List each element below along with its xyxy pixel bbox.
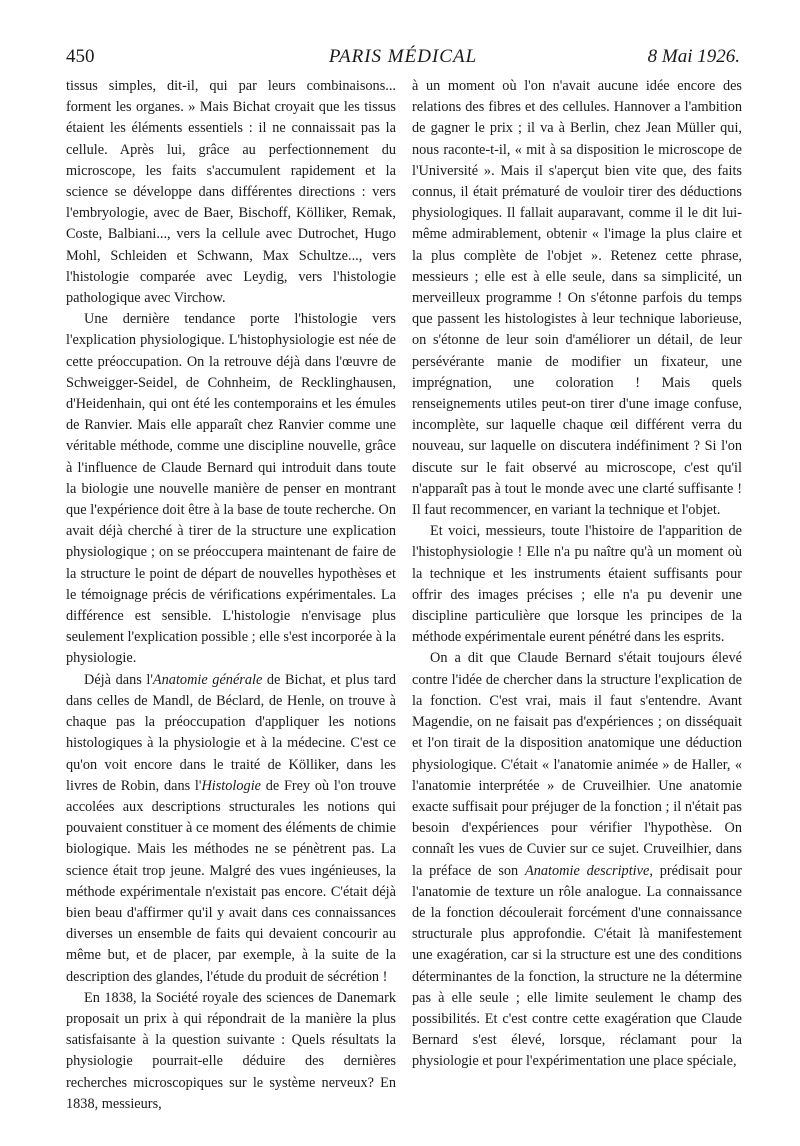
journal-title: PARIS MÉDICAL	[328, 46, 478, 67]
right-column	[412, 76, 742, 1073]
text-run: Et voici, messieurs, toute l'histoire de l'apparition de l'histophysiologie ! Elle n'a pu naître qu'à un moment où la technique et les instruments étaient suffisants pour offrir des images précises ; elle n'a pu devenir une discipline particulière que lorsque les principes de la méthode expérimentale eurent pénétré dans les esprits.	[412, 523, 742, 646]
paragraph	[66, 988, 396, 1115]
text-run: de Frey où l'on trouve accolées aux descriptions structurales les notions qui pouvaient constituer à ce moment des éléments de chimie biologique. Mais les méthodes ne se pénètrent pas. La science était trop jeune. Malgré des vues ingénieuses, la méthode expérimentale n'existait pas encore. C'était déjà bien beau d'affirmer qu'il y avait dans ces connaissances diverses un ensemble de faits qui devaient concourir au même but, et de placer, par exemple, à la suite de la description des glandes, l'étude du produit de sécrétion !	[66, 777, 396, 985]
paragraph	[66, 309, 396, 669]
paragraph	[412, 76, 742, 521]
italic-title: Anatomie générale	[152, 671, 263, 688]
text-run: de Bichat, et plus tard dans celles de Mandl, de Béclard, de Henle, on trouve à chaque pas la préoccupation d'appliquer les notions histologiques à la physiologie et à la médecine. C'est ce qu'on voit encore dans le traité de Kölliker, dans les livres de Robin, dans l'	[66, 671, 397, 794]
text-run: En 1838, la Société royale des sciences de Danemark proposait un prix à qui répondrait de la manière la plus satisfaisante à la question suivante : Quels résultats la physiologie pourrait-elle déduire des dernières recherches microscopiques sur le système nerveux? En 1838, messieurs,	[66, 989, 396, 1112]
text-run: , prédisait pour l'anatomie de texture un rôle analogue. La connaissance de la fonction découlerait forcément d'une connaissance structurale plus approfondie. C'était là manifestement une exagération, car si la structure est une des conditions déterminantes de la fonction, la structure ne la détermine pas à elle seule ; elle limite seulement le champ des possibilités. Et c'est contre cette exagération que Claude Bernard s'est élevé, lorsque, réclamant pour la physiologie et pour l'expérimentation une place spéciale,	[412, 862, 742, 1070]
text-run: On a dit que Claude Bernard s'était toujours élevé contre l'idée de chercher dans la structure l'explication de la fonction. C'est vrai, mais il faut s'entendre. Avant Magendie, on ne faisait pas d'expériences ; on disséquait et l'on tirait de la disposition anatomique une déduction physiologique. C'était « l'anatomie animée » de Haller, « l'anatomie interprétée » de Cruveilhier. Une anatomie exacte suffisait pour préjuger de la fonction ; il n'était pas besoin d'expériences pour vérifier l'hypothèse. On connaît les vues de Cuvier sur ce sujet. Cruveilhier, dans la préface de son	[412, 650, 742, 879]
paragraph	[66, 670, 396, 988]
italic-title: Histologie	[201, 777, 262, 794]
page-header	[66, 44, 740, 70]
paragraph	[412, 648, 742, 1072]
left-column	[66, 76, 396, 1115]
text-run: Déjà dans l'	[84, 671, 153, 688]
issue-date: 8 Mai 1926.	[647, 46, 740, 67]
text-run: Une dernière tendance porte l'histologie vers l'explication physiologique. L'histophysiologie est née de cette préoccupation. On la retrouve déjà dans l'œuvre de Schweigger-Seidel, de Cohnheim, de Recklinghausen, d'Heidenhain, qui ont été les contemporains et les émules de Ranvier. Mais elle apparaît chez Ranvier comme une véritable méthode, comme une discipline nouvelle, grâce à l'influence de Claude Bernard qui introduit dans toute la biologie une nouvelle manière de penser en montrant que l'expérience doit être à la base de toute recherche. On avait déjà cherché à tirer de la structure une explication physiologique ; on se préoccupera maintenant de faire de la structure le point de départ de nouvelles hypothèses et le témoignage précis de vérifications expérimentales. La différence est sensible. L'histologie n'envisage plus seulement l'explication possible ; elle s'est incorporée à la physiologie.	[66, 311, 396, 667]
italic-title: Anatomie descriptive	[525, 862, 650, 879]
page-number: 450	[66, 46, 95, 67]
text-run: à un moment où l'on n'avait aucune idée encore des relations des fibres et des cellules. Hannover a l'ambition de gagner le prix ; il va à Berlin, chez Jean Müller qui, nous raconte-t-il, « mit à sa disposition le microscope de l'Université ». Mais il s'aperçut bien vite que, des faits connus, il était prématuré de vouloir tirer des déductions physiologiques. Il fallait auparavant, comme il le dit lui-même admirablement, obtenir « l'image la plus claire et la plus complète de l'objet ». Retenez cette phrase, messieurs ; elle est à elle seule, dans sa simplicité, un merveilleux programme ! On s'étonne parfois du temps que passent les histologistes à leur technique laborieuse, on s'étonne de leur soin d'améliorer un détail, de leur persévérante manie de modifier un fixateur, une imprégnation, une coloration ! Mais quels renseignements utiles peut-on tirer d'une image confuse, incomplète, sur laquelle chaque œil différent verra du nouveau, sur laquelle on discutera indéfiniment ? Si l'on discute sur le fait observé au microscope, c'est qu'il n'apparaît pas à tout le monde avec une clarté suffisante ! Il faut recommencer, en variant la technique et l'objet.	[412, 78, 742, 519]
text-run: tissus simples, dit-il, qui par leurs combinaisons... forment les organes. » Mais Bichat croyait que les tissus étaient les éléments essentiels : il ne connaissait pas la cellule. Après lui, grâce au perfectionnement du microscope, les faits s'accumulent rapidement et la science se développe dans différentes directions : vers l'embryologie, avec de Baer, Bischoff, Kölliker, Remak, Coste, Balbiani..., vers la cellule avec Dutrochet, Hugo Mohl, Schleiden et Schwann, Max Schultze..., vers l'histologie comparée avec Leydig, vers l'histologie pathologique avec Virchow.	[66, 78, 396, 307]
paragraph	[66, 76, 396, 309]
paragraph	[412, 521, 742, 648]
